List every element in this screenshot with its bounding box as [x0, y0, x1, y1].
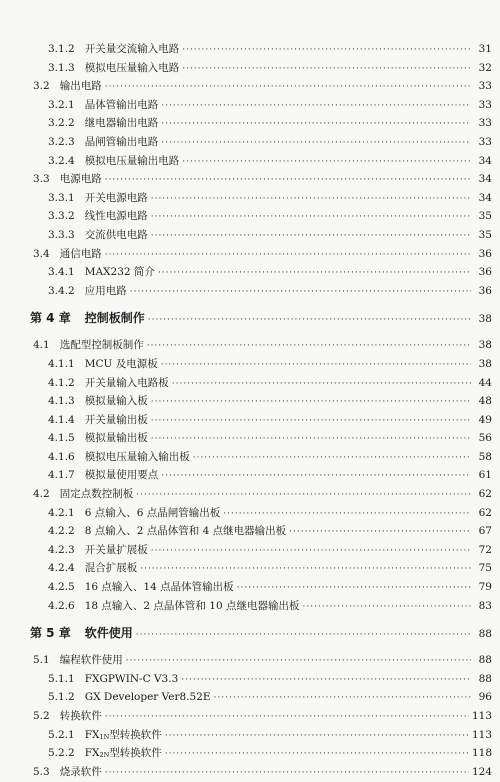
toc-entry-page-number: 79 [478, 581, 492, 594]
toc-entry-page-number: 49 [478, 413, 492, 426]
toc-entry-title-suffix: 型转换软件 [109, 747, 162, 760]
toc-entry[interactable] [0, 152, 500, 171]
toc-entry-page-number: 33 [478, 117, 492, 130]
toc-entry-number: 4.2.2 [48, 525, 75, 538]
dot-leader [161, 134, 471, 153]
dot-leader [105, 171, 471, 190]
toc-entry-page-number: 62 [478, 506, 492, 519]
toc-entry-title: 开关电源电路 [84, 191, 148, 204]
dot-leader [182, 153, 471, 172]
toc-entry-page-number: 38 [478, 339, 492, 352]
table-of-contents [0, 40, 500, 781]
toc-entry-number: 3.3 [33, 173, 50, 186]
toc-entry[interactable] [0, 392, 500, 411]
toc-entry-title: 编程软件使用 [59, 654, 123, 667]
dot-leader [136, 486, 471, 505]
toc-entry-page-number: 88 [478, 654, 492, 667]
dot-leader [105, 78, 471, 97]
dot-leader [237, 579, 471, 598]
dot-leader [105, 764, 469, 782]
toc-entry[interactable] [0, 189, 500, 208]
dot-leader [151, 430, 471, 449]
toc-entry[interactable] [0, 263, 500, 282]
toc-entry-title: MCU 及电源板 [84, 357, 158, 370]
toc-entry-page-number: 36 [478, 266, 492, 279]
toc-entry-page-number: 61 [478, 469, 492, 482]
toc-entry[interactable] [0, 282, 500, 301]
toc-entry-page-number: 32 [478, 61, 492, 74]
toc-entry[interactable] [0, 578, 500, 597]
toc-entry[interactable] [0, 707, 500, 726]
dot-leader [214, 689, 471, 708]
toc-entry-number: 4.2 [33, 488, 50, 501]
toc-entry-page-number: 31 [478, 43, 492, 55]
toc-entry-number: 5.1.2 [48, 691, 75, 704]
toc-entry-number: 5.2.2 [48, 747, 75, 760]
toc-entry-number: 3.4.1 [48, 266, 75, 279]
toc-entry-page-number: 38 [478, 357, 492, 370]
toc-entry-number: 5.1 [33, 654, 50, 667]
toc-entry-page-number: 118 [471, 747, 492, 760]
toc-entry-number: 4.1.3 [48, 395, 75, 408]
toc-chapter-entry[interactable] [0, 615, 500, 651]
toc-entry-title: 继电器输出电路 [84, 117, 159, 130]
toc-entry-number: 4.1.5 [48, 432, 75, 445]
toc-entry[interactable] [0, 466, 500, 485]
toc-chapter-entry[interactable] [0, 300, 500, 336]
toc-entry-title: FXGPWIN-C V3.3 [84, 672, 179, 685]
toc-entry-number: 4.2.4 [48, 562, 75, 575]
toc-entry[interactable] [0, 59, 500, 78]
toc-entry-title: 开关量扩展板 [84, 543, 148, 556]
toc-entry-title: 应用电路 [84, 284, 127, 297]
toc-entry-page-number: 113 [471, 728, 492, 741]
toc-entry-title: 模拟电压量输入输出板 [84, 450, 190, 463]
toc-entry-title: 模拟量输出板 [84, 432, 148, 445]
toc-entry-number: 3.4 [33, 247, 50, 260]
dot-leader [161, 467, 471, 486]
toc-entry-title: 输出电路 [59, 80, 102, 93]
toc-entry-page-number: 96 [478, 691, 492, 704]
toc-entry[interactable] [0, 77, 500, 96]
dot-leader [140, 560, 471, 579]
toc-entry-title: 晶闸管输出电路 [84, 135, 159, 148]
toc-entry-number: 4.1.1 [48, 357, 75, 370]
toc-entry[interactable] [0, 541, 500, 560]
toc-entry[interactable] [0, 559, 500, 578]
toc-entry-number: 5.2.1 [48, 728, 75, 741]
dot-leader [289, 523, 471, 542]
dot-leader [105, 708, 469, 727]
toc-entry-number: 4.1.6 [48, 450, 75, 463]
dot-leader [182, 60, 471, 79]
dot-leader [151, 190, 471, 209]
dot-leader [126, 652, 471, 671]
toc-entry[interactable] [0, 448, 500, 467]
toc-entry-page-number: 56 [478, 432, 492, 445]
toc-entry-title [85, 726, 162, 747]
toc-entry-title-subscript: 1N [99, 732, 110, 741]
toc-entry[interactable] [0, 226, 500, 245]
toc-entry[interactable] [0, 485, 500, 504]
toc-entry-number: 3.1.3 [48, 61, 75, 74]
toc-entry-title-subscript: 2N [99, 751, 110, 760]
toc-entry-title: GX Developer Ver8.52E [84, 691, 211, 704]
toc-entry-title: 转换软件 [59, 710, 102, 722]
toc-entry-page-number: 48 [478, 395, 492, 408]
toc-entry-number: 3.2.4 [48, 154, 75, 167]
toc-entry-page-number: 33 [478, 135, 492, 148]
toc-entry[interactable] [0, 670, 500, 689]
toc-entry-title: 控制板制作 [84, 311, 145, 326]
toc-entry-page-number: 83 [478, 599, 492, 612]
toc-entry-page-number: 36 [478, 247, 492, 260]
dot-leader [161, 356, 471, 375]
toc-entry[interactable] [0, 207, 500, 226]
toc-entry[interactable] [0, 133, 500, 152]
dot-leader [223, 505, 471, 524]
dot-leader [302, 598, 471, 617]
toc-entry-page-number: 34 [478, 191, 492, 204]
toc-entry-number: 5.2 [33, 710, 50, 722]
toc-entry[interactable] [0, 355, 500, 374]
dot-leader [151, 393, 471, 412]
dot-leader [151, 412, 471, 431]
toc-entry-title-suffix: 型转换软件 [109, 728, 162, 741]
toc-entry-title: 模拟电压量输出电路 [84, 154, 180, 167]
toc-entry[interactable] [0, 651, 500, 670]
toc-entry-title: 固定点数控制板 [59, 488, 134, 501]
toc-entry-number: 4.2.6 [48, 599, 75, 612]
toc-entry-number: 4.1.2 [48, 376, 75, 389]
dot-leader [148, 302, 471, 338]
dot-leader [158, 264, 471, 283]
toc-entry-title: 开关量输出板 [84, 413, 148, 426]
toc-entry-number: 5.1.1 [48, 672, 75, 685]
toc-entry-page-number: 44 [478, 376, 492, 389]
toc-entry-title: MAX232 简介 [84, 266, 155, 279]
toc-entry-title: 18 点输入、2 点晶体管和 10 点继电器输出板 [84, 599, 300, 612]
dot-leader [172, 375, 471, 394]
toc-entry-page-number: 113 [471, 710, 492, 722]
toc-entry-number: 第 5 章 [30, 626, 71, 641]
toc-entry-number: 3.2.1 [48, 98, 75, 111]
dot-leader [147, 337, 471, 356]
toc-entry-title: 软件使用 [84, 626, 133, 641]
toc-entry-number: 4.1 [33, 339, 50, 352]
toc-entry-title: 16 点输入、14 点晶体管输出板 [84, 581, 234, 594]
toc-entry-page-number: 38 [478, 313, 492, 326]
dot-leader [165, 745, 469, 764]
dot-leader [151, 208, 471, 227]
toc-entry-number: 4.2.5 [48, 581, 75, 594]
toc-entry[interactable] [0, 726, 500, 745]
toc-entry-title: 交流供电电路 [84, 228, 148, 241]
toc-entry-title: 混合扩展板 [84, 562, 138, 575]
toc-entry[interactable] [0, 96, 500, 115]
toc-entry-number: 4.1.4 [48, 413, 75, 426]
toc-entry-title: 6 点输入、6 点晶闸管输出板 [84, 506, 221, 519]
toc-entry-page-number: 58 [478, 450, 492, 463]
toc-entry-number: 3.2.3 [48, 135, 75, 148]
toc-entry-number: 3.1.2 [48, 43, 75, 55]
toc-entry-title: 电源电路 [59, 173, 102, 186]
toc-entry-page-number: 33 [478, 80, 492, 93]
toc-entry-page-number: 75 [478, 562, 492, 575]
dot-leader [105, 246, 471, 265]
toc-entry[interactable] [0, 411, 500, 430]
dot-leader [161, 115, 471, 134]
toc-entry[interactable] [0, 336, 500, 355]
dot-leader [151, 542, 471, 561]
toc-entry-title: 开关量输入电路板 [84, 376, 169, 389]
toc-entry-page-number: 33 [478, 98, 492, 111]
dot-leader [181, 671, 471, 690]
dot-leader [151, 227, 471, 246]
dot-leader [130, 283, 471, 302]
toc-entry[interactable] [0, 374, 500, 393]
toc-entry-page-number: 35 [478, 210, 492, 223]
toc-entry-title-prefix: FX [84, 747, 100, 760]
toc-entry[interactable] [0, 522, 500, 541]
toc-entry-number: 4.1.7 [48, 469, 75, 482]
dot-leader [182, 41, 471, 60]
toc-entry-page-number: 34 [478, 173, 492, 186]
dot-leader [165, 727, 469, 746]
toc-entry-number: 第 4 章 [30, 311, 71, 326]
toc-entry-number: 3.2.2 [48, 117, 75, 130]
toc-entry[interactable] [0, 504, 500, 523]
toc-entry-title: 模拟量使用要点 [84, 469, 159, 482]
toc-entry[interactable] [0, 245, 500, 264]
toc-entry-number: 3.2 [33, 80, 50, 93]
toc-entry-title: 通信电路 [59, 247, 102, 260]
toc-entry[interactable] [0, 763, 500, 782]
toc-entry-number: 3.3.1 [48, 191, 75, 204]
toc-entry-title: 8 点输入、2 点晶体管和 4 点继电器输出板 [84, 525, 287, 538]
toc-entry-title [85, 744, 162, 765]
toc-entry-page-number: 88 [478, 672, 492, 685]
toc-entry-number: 3.4.2 [48, 284, 75, 297]
toc-entry[interactable] [0, 744, 500, 763]
toc-entry-number: 3.3.2 [48, 210, 75, 223]
toc-entry-page-number: 67 [478, 525, 492, 538]
toc-entry-title: 线性电源电路 [84, 210, 148, 223]
dot-leader [136, 617, 471, 653]
toc-entry-page-number: 35 [478, 228, 492, 241]
toc-entry-page-number: 36 [478, 284, 492, 297]
toc-entry-title: 模拟电压量输入电路 [84, 61, 180, 74]
toc-entry[interactable] [0, 597, 500, 616]
toc-entry-title: 模拟量输入板 [84, 395, 148, 408]
toc-entry[interactable] [0, 170, 500, 189]
toc-entry-title: 烧录软件 [59, 765, 102, 778]
toc-entry-title: 选配型控制板制作 [59, 339, 144, 352]
dot-leader [161, 97, 471, 116]
toc-entry-page-number: 62 [478, 488, 492, 501]
toc-entry-title-prefix: FX [84, 728, 100, 741]
toc-entry-page-number: 124 [471, 765, 492, 778]
toc-entry-title: 开关量交流输入电路 [84, 43, 180, 55]
toc-entry-number: 4.2.1 [48, 506, 75, 519]
toc-entry[interactable] [0, 429, 500, 448]
toc-entry-number: 4.2.3 [48, 543, 75, 556]
toc-entry[interactable] [0, 40, 500, 59]
toc-entry[interactable] [0, 114, 500, 133]
toc-entry-number: 5.3 [33, 765, 50, 778]
toc-entry-page-number: 34 [478, 154, 492, 167]
toc-entry-number: 3.3.3 [48, 228, 75, 241]
toc-entry-title: 晶体管输出电路 [84, 98, 159, 111]
dot-leader [193, 449, 471, 468]
toc-entry-page-number: 72 [478, 543, 492, 556]
toc-entry[interactable] [0, 688, 500, 707]
toc-entry-page-number: 88 [478, 628, 492, 641]
